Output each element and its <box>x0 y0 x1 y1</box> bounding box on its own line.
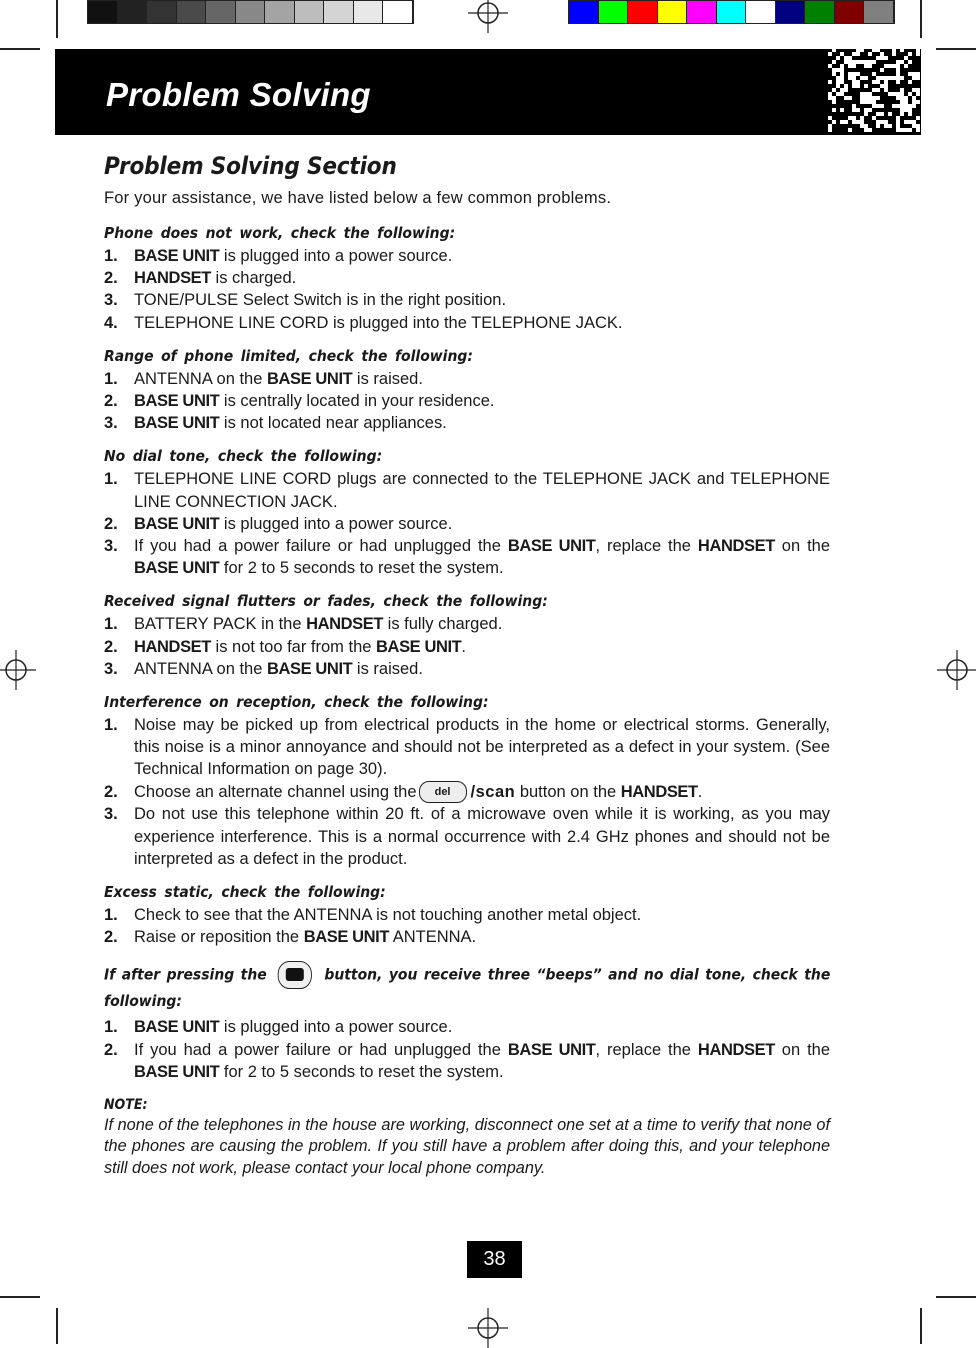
bold-term: BASE UNIT <box>266 369 353 388</box>
item-list <box>104 245 830 334</box>
crop-mark <box>56 1308 58 1344</box>
talk-button-icon <box>278 961 312 989</box>
crop-mark <box>920 0 922 38</box>
problem-group <box>104 693 830 870</box>
color-swatch <box>687 1 717 23</box>
heading-text-after: button, you receive three “beeps” and no dial tone, check the following: <box>104 965 831 1011</box>
registration-mark-icon <box>937 650 976 690</box>
page-number: 38 <box>467 1241 522 1278</box>
item-text: . <box>461 637 466 656</box>
item-text: TONE/PULSE Select Switch is in the right position. <box>134 291 507 310</box>
color-swatch <box>295 1 325 23</box>
color-swatch <box>236 1 266 23</box>
bold-term: BASE UNIT <box>507 1040 596 1059</box>
list-item <box>104 1016 830 1038</box>
bold-term: BASE UNIT <box>134 414 220 433</box>
color-swatch <box>805 1 835 23</box>
list-item <box>104 781 830 804</box>
crop-mark <box>0 1296 40 1298</box>
group-heading <box>104 961 830 1013</box>
bold-term: BASE UNIT <box>134 247 220 265</box>
item-number: 3. <box>104 291 118 310</box>
item-text: If you had a power failure or had unplugged the <box>134 1040 508 1059</box>
item-text: is plugged into a power source. <box>219 1018 453 1037</box>
bold-term: HANDSET <box>697 1040 775 1059</box>
item-text: for 2 to 5 seconds to reset the system. <box>219 1062 504 1081</box>
group-heading: Excess static, check the following: <box>104 882 386 901</box>
gray-swatch-strip <box>87 0 414 24</box>
problem-group <box>104 224 830 334</box>
list-item <box>104 289 830 311</box>
item-text: is charged. <box>210 269 297 288</box>
color-swatch <box>88 1 118 23</box>
color-swatch <box>354 1 384 23</box>
main-content <box>104 152 830 1179</box>
item-number: 1. <box>104 470 118 489</box>
item-list <box>104 468 830 579</box>
note-label: NOTE: <box>104 1096 148 1113</box>
list-item <box>104 267 830 289</box>
item-text: is plugged into a power source. <box>219 514 453 533</box>
item-number: 3. <box>104 659 118 678</box>
color-swatch <box>717 1 747 23</box>
item-text: on the <box>774 537 831 556</box>
list-item <box>104 312 830 334</box>
problem-group-talk-button <box>104 961 830 1083</box>
bold-term: BASE UNIT <box>266 659 353 678</box>
item-number: 2. <box>104 637 118 656</box>
color-swatch <box>864 1 894 23</box>
group-heading: Range of phone limited, check the following: <box>104 346 473 365</box>
del-button-icon: del <box>419 781 467 803</box>
color-swatch <box>658 1 688 23</box>
color-swatch <box>177 1 207 23</box>
item-text: for 2 to 5 seconds to reset the system. <box>219 559 504 578</box>
crop-mark <box>936 1296 976 1298</box>
list-item <box>104 468 830 512</box>
problem-group <box>104 883 830 948</box>
item-text: Check to see that the ANTENNA is not touching another metal object. <box>134 905 642 924</box>
item-text: Raise or reposition the <box>134 928 304 947</box>
list-item <box>104 1039 830 1083</box>
item-text: If you had a power failure or had unplugged the <box>134 537 508 556</box>
registration-mark-icon <box>0 650 36 690</box>
problem-group <box>104 347 830 435</box>
heading-text-before: If after pressing the <box>104 965 267 984</box>
item-number: 2. <box>104 269 118 288</box>
item-number: 1. <box>104 247 118 265</box>
color-swatch <box>147 1 177 23</box>
item-text: is plugged into a power source. <box>219 247 453 265</box>
color-swatch <box>599 1 629 23</box>
list-item <box>104 658 830 680</box>
item-text: , replace the <box>595 537 698 556</box>
intro-text: For your assistance, we have listed below a few common problems. <box>104 189 612 207</box>
item-number: 1. <box>104 369 118 388</box>
color-swatch <box>776 1 806 23</box>
problem-group <box>104 447 830 579</box>
item-number: 1. <box>104 1018 118 1037</box>
group-heading: Received signal flutters or fades, check the following: <box>104 592 548 611</box>
item-number: 2. <box>104 392 118 411</box>
item-text: ANTENNA. <box>389 928 477 947</box>
list-item <box>104 513 830 535</box>
color-swatch <box>206 1 236 23</box>
crop-mark <box>56 0 58 38</box>
color-swatch-strip <box>568 0 895 24</box>
list-item <box>104 904 830 926</box>
item-list <box>104 368 830 435</box>
crop-mark <box>0 48 40 50</box>
group-heading: Interference on reception, check the following: <box>104 693 489 712</box>
item-text: TELEPHONE LINE CORD plugs are connected to the TELEPHONE JACK and TELEPHONE LINE CONNECTION JACK. <box>134 470 830 511</box>
registration-mark-icon <box>468 0 508 33</box>
bold-term: BASE UNIT <box>134 392 220 411</box>
item-text: button on the <box>515 782 621 801</box>
item-number: 4. <box>104 313 118 332</box>
bold-term: BASE UNIT <box>507 537 596 556</box>
item-number: 2. <box>104 928 118 947</box>
item-number: 3. <box>104 414 118 433</box>
bold-term: HANDSET <box>620 782 698 801</box>
item-list <box>104 613 830 680</box>
registration-mark-icon <box>468 1308 508 1348</box>
item-number: 3. <box>104 805 118 824</box>
section-title: Problem Solving Section <box>104 152 397 180</box>
scan-label: /scan <box>470 782 516 801</box>
note-text: If none of the telephones in the house are working, disconnect one set at a time to verify that none of the phones are causing the problem. If you still have a problem after doing this, and your telephone still does not work, please contact your local phone company. <box>104 1115 830 1177</box>
item-list <box>104 1016 830 1083</box>
item-number: 1. <box>104 615 118 634</box>
item-text: is not too far from the <box>210 637 377 656</box>
bold-term: BASE UNIT <box>134 1018 220 1037</box>
bold-term: BASE UNIT <box>134 514 220 533</box>
list-item <box>104 636 830 658</box>
list-item <box>104 803 830 870</box>
list-item <box>104 368 830 390</box>
list-item <box>104 535 830 579</box>
item-text: is not located near appliances. <box>219 414 447 433</box>
color-swatch <box>628 1 658 23</box>
item-text: is raised. <box>352 369 423 388</box>
list-item <box>104 926 830 948</box>
item-text: . <box>697 782 703 801</box>
list-item <box>104 390 830 412</box>
item-text: on the <box>774 1040 831 1059</box>
item-number: 1. <box>104 905 118 924</box>
item-text: is centrally located in your residence. <box>219 392 495 411</box>
color-swatch <box>835 1 865 23</box>
header-title: Problem Solving <box>106 76 371 113</box>
item-list <box>104 904 830 948</box>
bold-term: BASE UNIT <box>303 928 390 947</box>
bold-term: HANDSET <box>134 637 211 656</box>
color-swatch <box>383 1 413 23</box>
bold-term: BASE UNIT <box>134 559 220 578</box>
color-swatch <box>118 1 148 23</box>
color-swatch <box>746 1 776 23</box>
list-item <box>104 613 830 635</box>
item-list <box>104 714 830 870</box>
color-swatch <box>569 1 599 23</box>
item-number: 2. <box>104 1040 118 1059</box>
item-text: is raised. <box>352 659 423 678</box>
item-text: TELEPHONE LINE CORD is plugged into the TELEPHONE JACK. <box>134 313 623 332</box>
item-number: 2. <box>104 782 118 801</box>
bold-term: HANDSET <box>697 537 775 556</box>
item-text: , replace the <box>595 1040 698 1059</box>
crop-mark <box>936 48 976 50</box>
group-heading: Phone does not work, check the following: <box>104 224 456 242</box>
list-item <box>104 714 830 781</box>
bold-term: HANDSET <box>306 615 384 634</box>
problem-group <box>104 592 830 680</box>
item-text: ANTENNA on the <box>134 659 267 678</box>
color-swatch <box>324 1 354 23</box>
item-text: Choose an alternate channel using the <box>134 782 417 801</box>
item-text: BATTERY PACK in the <box>134 615 307 634</box>
item-number: 1. <box>104 716 118 735</box>
bold-term: BASE UNIT <box>376 637 462 656</box>
bold-term: HANDSET <box>134 269 211 288</box>
list-item <box>104 245 830 267</box>
color-swatch <box>265 1 295 23</box>
item-number: 3. <box>104 537 118 556</box>
group-heading: No dial tone, check the following: <box>104 447 383 466</box>
item-number: 2. <box>104 514 118 533</box>
item-text: ANTENNA on the <box>134 369 267 388</box>
problem-groups <box>104 224 830 948</box>
list-item <box>104 412 830 434</box>
crop-mark <box>920 1308 922 1344</box>
item-text: Do not use this telephone within 20 ft. of a microwave oven while it is working, as you may experience interference. This is a normal occurrence with 2.4 GHz phones and should not be interpreted as a defect in the product. <box>134 805 830 868</box>
item-text: is fully charged. <box>383 615 503 634</box>
qr-code-icon <box>828 48 920 132</box>
item-text: Noise may be picked up from electrical products in the home or electrical storms. Generally, this noise is a minor annoyance and should not be interpreted as a defect in your system. (See Technical Information on page 30). <box>134 716 830 779</box>
bold-term: BASE UNIT <box>134 1062 220 1081</box>
